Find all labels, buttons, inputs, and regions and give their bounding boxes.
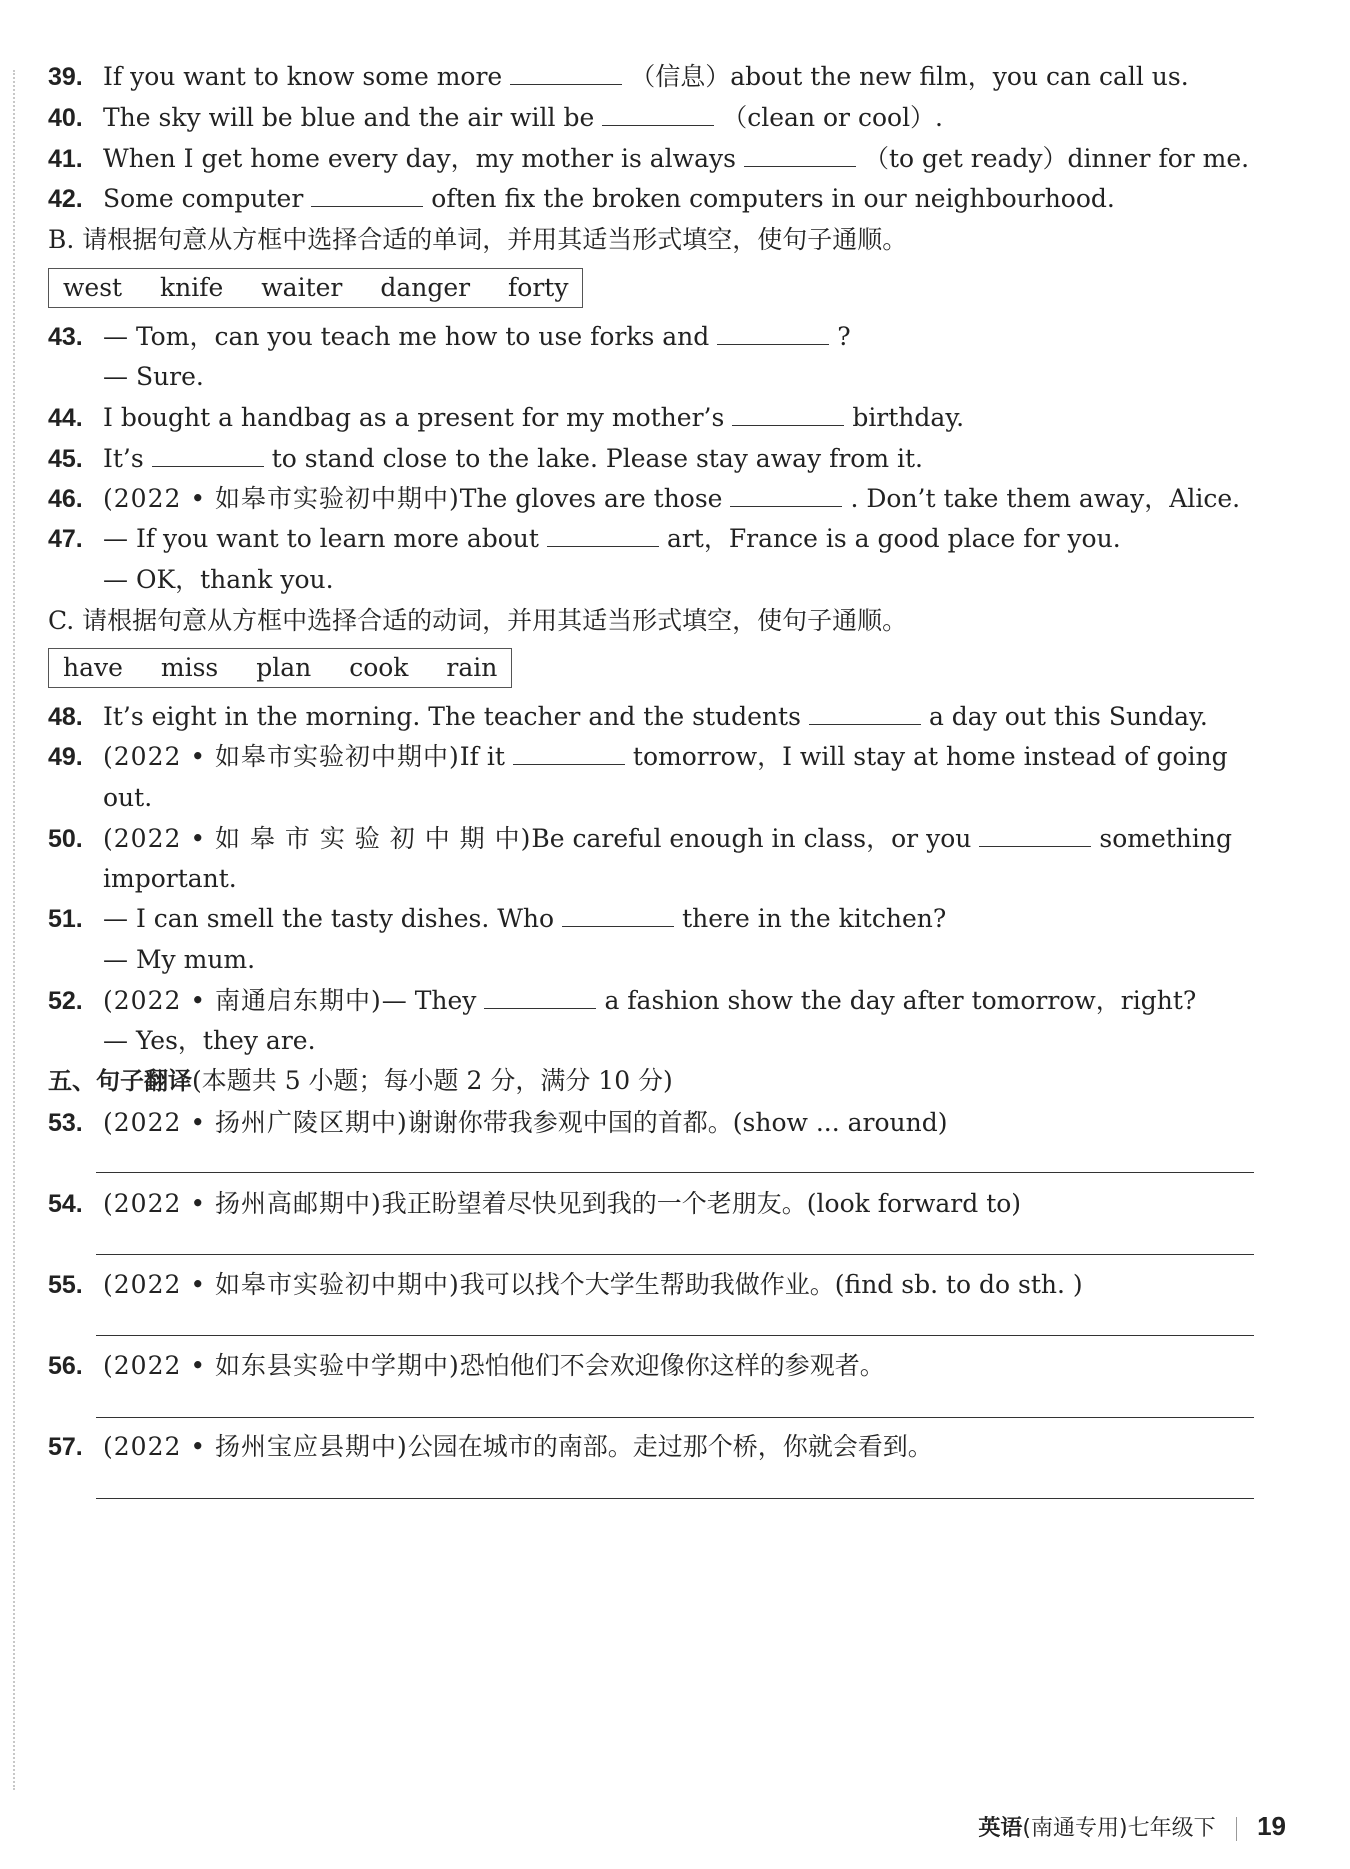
question-text-pre: — I can smell the tasty dishes. Who [103, 904, 555, 933]
question-44 [48, 401, 1254, 435]
answer-blank[interactable] [311, 186, 423, 207]
footer-subject: 英语 [978, 1816, 1023, 1841]
word-box-item: have [63, 653, 123, 682]
word-box-item: forty [508, 273, 569, 302]
question-56 [48, 1349, 1254, 1383]
question-source: (2022 • 如皋市实验初中期中) [103, 484, 460, 513]
answer-blank[interactable] [562, 906, 674, 927]
question-text-pre: It’s [103, 444, 144, 473]
answer-blank[interactable] [484, 988, 596, 1009]
answer-blank[interactable] [809, 704, 921, 725]
question-54 [48, 1187, 1254, 1221]
question-number: 46. [48, 485, 83, 513]
question-50-continued: important. [103, 864, 237, 893]
question-number: 50. [48, 825, 83, 853]
question-text-pre: The gloves are those [459, 484, 723, 513]
question-source: (2022 • 如东县实验中学期中) [103, 1351, 460, 1380]
question-text: 我可以找个大学生帮助我做作业。(find sb. to do sth. ) [459, 1270, 1083, 1299]
question-53 [48, 1106, 1254, 1140]
question-number: 56. [48, 1352, 83, 1380]
answer-line[interactable] [96, 1417, 1254, 1418]
question-text-pre: When I get home every day，my mother is always [103, 144, 736, 173]
question-text-pre: It’s eight in the morning. The teacher and the students [103, 702, 801, 731]
question-text: 谢谢你带我参观中国的首都。(show ... around) [407, 1108, 948, 1137]
question-number: 41. [48, 145, 83, 173]
question-number: 52. [48, 987, 83, 1015]
section-five-heading [48, 1064, 1254, 1098]
question-51 [48, 902, 1254, 936]
question-49-continued: out. [103, 783, 153, 812]
question-47-reply: — OK，thank you. [103, 565, 334, 594]
answer-line[interactable] [96, 1254, 1254, 1255]
question-number: 44. [48, 404, 83, 432]
question-text: 我正盼望着尽快见到我的一个老朋友。(look forward to) [381, 1189, 1022, 1218]
question-text-post: a day out this Sunday. [928, 702, 1208, 731]
question-number: 42. [48, 185, 83, 213]
answer-blank[interactable] [547, 526, 659, 547]
question-43 [48, 320, 1254, 354]
word-box-b [48, 268, 583, 308]
page-footer [978, 1811, 1286, 1842]
question-42 [48, 182, 1254, 216]
question-50 [48, 822, 1254, 856]
question-text-post: to stand close to the lake. Please stay away from it. [271, 444, 923, 473]
question-source: (2022 • 扬州广陵区期中) [103, 1108, 408, 1137]
question-text: 公园在城市的南部。走过那个桥，你就会看到。 [407, 1432, 933, 1461]
answer-blank[interactable] [510, 64, 622, 85]
question-49 [48, 740, 1254, 774]
answer-blank[interactable] [730, 486, 842, 507]
question-51-reply: — My mum. [103, 945, 256, 974]
section-note: (本题共 5 小题；每小题 2 分，满分 10 分) [192, 1066, 673, 1095]
question-text-pre: The sky will be blue and the air will be [103, 103, 595, 132]
question-source: (2022 • 如 皋 市 实 验 初 中 期 中) [103, 824, 532, 853]
answer-blank[interactable] [732, 405, 844, 426]
page-number: 19 [1257, 1811, 1286, 1841]
question-text-pre: — Tom，can you teach me how to use forks and [103, 322, 710, 351]
answer-line[interactable] [96, 1498, 1254, 1499]
answer-line[interactable] [96, 1335, 1254, 1336]
question-text-pre: I bought a handbag as a present for my mother’s [103, 403, 725, 432]
question-text-pre: Some computer [103, 184, 304, 213]
question-41 [48, 142, 1254, 176]
question-55 [48, 1268, 1254, 1302]
question-text-pre: If you want to know some more [103, 62, 503, 91]
question-text-post: （clean or cool）. [722, 103, 944, 132]
question-text-pre: Be careful enough in class，or you [531, 824, 972, 853]
question-text-post: （信息）about the new film，you can call us. [630, 62, 1189, 91]
footer-edition: (南通专用)七年级下 [1022, 1816, 1216, 1841]
answer-line[interactable] [96, 1172, 1254, 1173]
question-text-post: often fix the broken computers in our neighbourhood. [431, 184, 1115, 213]
question-source: (2022 • 扬州高邮期中) [103, 1189, 382, 1218]
answer-blank[interactable] [744, 146, 856, 167]
word-box-item: rain [446, 653, 498, 682]
question-46 [48, 482, 1254, 516]
question-number: 45. [48, 445, 83, 473]
answer-blank[interactable] [602, 105, 714, 126]
question-text-post: . Don’t take them away，Alice. [850, 484, 1241, 513]
question-number: 43. [48, 323, 83, 351]
word-box-item: miss [160, 653, 219, 682]
footer-divider [1236, 1817, 1238, 1841]
question-text-post: a fashion show the day after tomorrow，right? [604, 986, 1197, 1015]
section-title: 五、句子翻译 [48, 1067, 192, 1095]
question-number: 57. [48, 1433, 83, 1461]
question-43-reply: — Sure. [103, 362, 204, 391]
word-box-c [48, 648, 512, 688]
section-b-instruction: B. 请根据句意从方框中选择合适的单词，并用其适当形式填空，使句子通顺。 [48, 225, 908, 254]
question-number: 40. [48, 104, 83, 132]
question-source: (2022 • 南通启东期中) [103, 986, 382, 1015]
word-box-item: west [63, 273, 123, 302]
question-text-post: birthday. [852, 403, 965, 432]
question-57 [48, 1430, 1254, 1464]
answer-blank[interactable] [513, 744, 625, 765]
question-52-reply: — Yes，they are. [103, 1026, 316, 1055]
question-number: 55. [48, 1271, 83, 1299]
word-box-item: cook [349, 653, 409, 682]
question-text-pre: — If you want to learn more about [103, 524, 539, 553]
question-text-post: tomorrow，I will stay at home instead of going [632, 742, 1228, 771]
question-number: 49. [48, 743, 83, 771]
question-52 [48, 984, 1254, 1018]
question-number: 48. [48, 703, 83, 731]
answer-blank[interactable] [717, 324, 829, 345]
question-number: 39. [48, 63, 83, 91]
question-45 [48, 442, 1254, 476]
answer-blank[interactable] [152, 446, 264, 467]
question-text-pre: — They [381, 986, 477, 1015]
binding-edge [13, 70, 15, 1790]
question-39 [48, 60, 1254, 94]
question-text: 恐怕他们不会欢迎像你这样的参观者。 [459, 1351, 885, 1380]
word-box-item: plan [256, 653, 312, 682]
question-40 [48, 101, 1254, 135]
answer-blank[interactable] [979, 826, 1091, 847]
section-c-instruction: C. 请根据句意从方框中选择合适的动词，并用其适当形式填空，使句子通顺。 [48, 606, 908, 635]
question-text-post: （to get ready）dinner for me. [863, 144, 1250, 173]
question-source: (2022 • 如皋市实验初中期中) [103, 742, 460, 771]
question-text-post: ? [837, 322, 851, 351]
question-number: 53. [48, 1109, 83, 1137]
word-box-item: waiter [261, 273, 343, 302]
question-text-post: something [1099, 824, 1232, 853]
question-number: 54. [48, 1190, 83, 1218]
question-48 [48, 700, 1254, 734]
question-text-post: there in the kitchen? [682, 904, 947, 933]
question-text-post: art，France is a good place for you. [666, 524, 1121, 553]
question-number: 51. [48, 905, 83, 933]
word-box-item: danger [380, 273, 471, 302]
word-box-item: knife [160, 273, 224, 302]
question-source: (2022 • 扬州宝应县期中) [103, 1432, 408, 1461]
question-47 [48, 522, 1254, 556]
question-text-pre: If it [459, 742, 505, 771]
question-source: (2022 • 如皋市实验初中期中) [103, 1270, 460, 1299]
question-number: 47. [48, 525, 83, 553]
